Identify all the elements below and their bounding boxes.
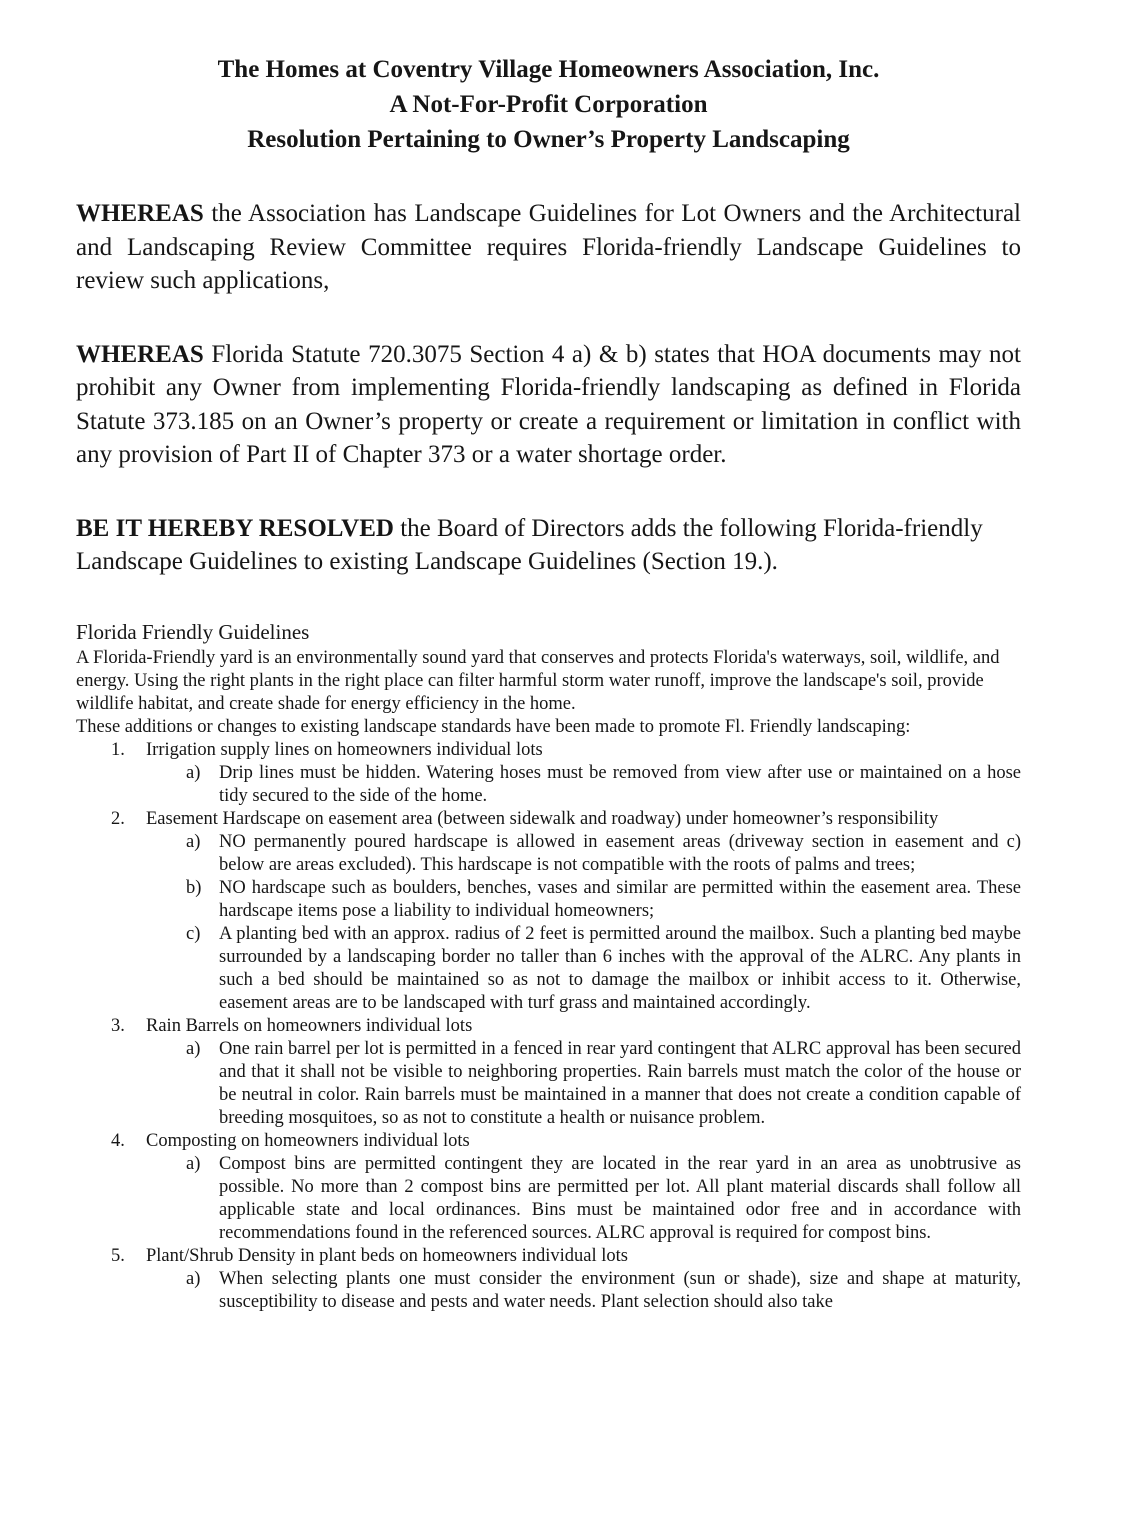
- guideline-item-4: [76, 1130, 1021, 1153]
- guideline-item-1-sub-a-letter: a): [186, 762, 201, 783]
- guideline-item-2-number: 2.: [111, 808, 125, 829]
- guideline-item-4-sub-a: [76, 1153, 1021, 1245]
- resolved-lead: BE IT HEREBY RESOLVED: [76, 514, 394, 542]
- resolved-paragraph: [76, 512, 1021, 579]
- guideline-item-2-sub-c-letter: c): [186, 923, 201, 944]
- guideline-item-5-sub-a-letter: a): [186, 1268, 201, 1289]
- guideline-item-3-sub-a: [76, 1038, 1021, 1130]
- guideline-item-3-sub-a-letter: a): [186, 1038, 201, 1059]
- guideline-item-2-sub-c: [76, 923, 1021, 1015]
- guideline-item-5-label: Plant/Shrub Density in plant beds on homeowners individual lots: [146, 1245, 628, 1266]
- guideline-item-3-sub-a-text: One rain barrel per lot is permitted in a fenced in rear yard contingent that ALRC approval has been secured and that it shall not be visible to neighboring properties. Rain barrels must match the color of the house or be neutral in color. Rain barrels must be maintained in a manner that does not create a condition capable of breeding mosquitoes, so as not to constitute a health or nuisance problem.: [219, 1038, 1021, 1128]
- guideline-item-4-sub-a-letter: a): [186, 1153, 201, 1174]
- document-title: [76, 52, 1021, 157]
- whereas-1-text: the Association has Landscape Guidelines for Lot Owners and the Architectural and Landscaping Review Committee requires Florida-friendly Landscape Guidelines to review such applications,: [76, 200, 1021, 294]
- guideline-item-5-sub-a: [76, 1268, 1021, 1314]
- guideline-item-1-label: Irrigation supply lines on homeowners individual lots: [146, 739, 543, 760]
- guideline-item-2-sub-b: [76, 877, 1021, 923]
- guideline-item-2-sub-b-letter: b): [186, 877, 202, 898]
- guideline-item-3-number: 3.: [111, 1015, 125, 1036]
- guideline-item-5: [76, 1245, 1021, 1268]
- guidelines-section: [76, 619, 1021, 1314]
- guidelines-intro: A Florida-Friendly yard is an environmentally sound yard that conserves and protects Florida's waterways, soil, wildlife, and energy. Using the right plants in the right place can filter harmful storm water runoff, improve the landscape's soil, provide wildlife habitat, and create shade for energy efficiency in the home.: [76, 647, 1000, 714]
- guideline-item-5-sub-a-text: When selecting plants one must consider the environment (sun or shade), size and shape at maturity, susceptibility to disease and pests and water needs. Plant selection should also take: [219, 1268, 1021, 1312]
- guideline-item-1-sub-a-text: Drip lines must be hidden. Watering hoses must be removed from view after use or maintained on a hose tidy secured to the side of the home.: [219, 762, 1021, 806]
- whereas-2-lead: WHEREAS: [76, 340, 204, 368]
- guideline-item-1: [76, 739, 1021, 762]
- guideline-item-3-label: Rain Barrels on homeowners individual lots: [146, 1015, 473, 1036]
- guideline-item-2: [76, 808, 1021, 831]
- guideline-item-4-number: 4.: [111, 1130, 125, 1151]
- whereas-1-lead: WHEREAS: [76, 200, 204, 227]
- guideline-item-2-label: Easement Hardscape on easement area (between sidewalk and roadway) under homeowner’s responsibility: [146, 808, 939, 829]
- guideline-item-3: [76, 1015, 1021, 1038]
- title-line-corporation: A Not-For-Profit Corporation: [389, 91, 708, 118]
- guideline-item-1-sub-a: [76, 762, 1021, 808]
- resolved-text: the Board of Directors adds the following Florida-friendly Landscape Guidelines to existing Landscape Guidelines (Section 19.).: [76, 514, 983, 575]
- title-line-association: The Homes at Coventry Village Homeowners Association, Inc.: [217, 56, 880, 83]
- guideline-item-4-label: Composting on homeowners individual lots: [146, 1130, 470, 1151]
- guideline-item-2-sub-a-letter: a): [186, 831, 201, 852]
- guideline-item-2-sub-a-text: NO permanently poured hardscape is allowed in easement areas (driveway section in easement and c) below are areas excluded). This hardscape is not compatible with the roots of palms and trees;: [219, 831, 1021, 875]
- guideline-item-2-sub-b-text: NO hardscape such as boulders, benches, vases and similar are permitted within the easement area. These hardscape items pose a liability to individual homeowners;: [219, 877, 1021, 921]
- guideline-item-4-sub-a-text: Compost bins are permitted contingent they are located in the rear yard in an area as unobtrusive as possible. No more than 2 compost bins are permitted per lot. All plant material discards shall follow all applicable state and local ordinances. Bins must be maintained odor free and in accordance with recommendations found in the referenced sources. ALRC approval is required for compost bins.: [219, 1153, 1021, 1243]
- guideline-item-5-number: 5.: [111, 1245, 125, 1266]
- guidelines-note: These additions or changes to existing landscape standards have been made to promote Fl. Friendly landscaping:: [76, 716, 911, 737]
- guideline-item-1-number: 1.: [111, 739, 125, 760]
- whereas-paragraph-2: [76, 338, 1021, 472]
- whereas-paragraph-1: [76, 197, 1021, 298]
- guideline-item-2-sub-a: [76, 831, 1021, 877]
- whereas-2-text: Florida Statute 720.3075 Section 4 a) & b) states that HOA documents may not prohibit any Owner from implementing Florida-friendly landscaping as defined in Florida Statute 373.185 on an Owner’s property or create a requirement or limitation in conflict with any provision of Part II of Chapter 373 or a water shortage order.: [76, 340, 1021, 468]
- guidelines-heading: Florida Friendly Guidelines: [76, 619, 310, 644]
- title-line-resolution: Resolution Pertaining to Owner’s Property Landscaping: [247, 126, 850, 153]
- guideline-item-2-sub-c-text: A planting bed with an approx. radius of 2 feet is permitted around the mailbox. Such a planting bed maybe surrounded by a landscaping border no taller than 6 inches with the approval of the ALRC. Any plants in such a bed should be maintained so as not to damage the mailbox or inhibit access to it. Otherwise, easement areas are to be landscaped with turf grass and maintained accordingly.: [219, 923, 1021, 1013]
